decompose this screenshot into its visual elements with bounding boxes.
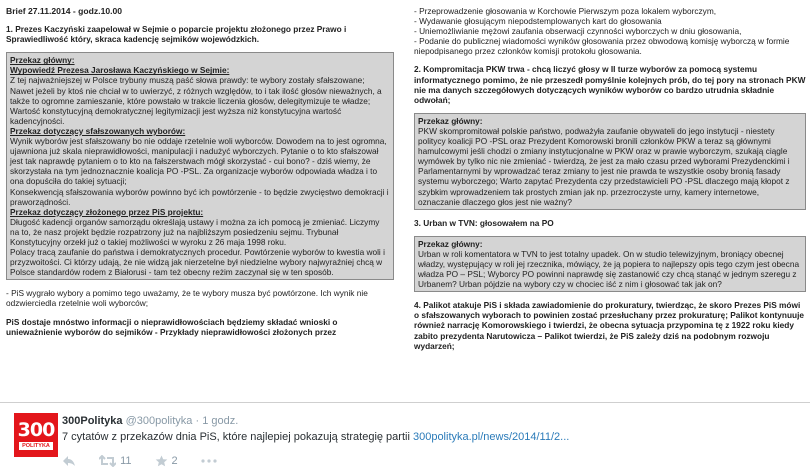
- main-message-box-3: [414, 236, 806, 292]
- more-dots-icon: [201, 459, 217, 463]
- retweet-count: 11: [120, 455, 132, 468]
- box-paragraph: Konsekwencją sfałszowania wyborów powinno być ich powtórzenie - to będzie zwycięstwo demokracji i praworządności.: [10, 186, 389, 207]
- retweet-button[interactable]: [99, 455, 131, 467]
- box-paragraph: Wynik wyborów jest sfałszowany bo nie oddaje rzetelnie woli wyborców. Dowodem na to jest ogromna, ujawniona już skala nieprawidłowości, manipulacji i nadużyć wyborczych. Pytanie o to kto sfałszował jest tak naprawdę pytaniem o to kto na fałszerstwach mógł skorzystać - cui bono? - dziś wiemy, że skorzystała na tym jednoznacznie koalicja PO -PSL. Za organizacje wyborów odpowiada władza i to ona dopuściła do takiej sytuacji;: [10, 136, 387, 187]
- retweet-icon: [99, 455, 116, 467]
- box-subtitle: Przekaz dotyczący złożonego przez PiS projektu:: [10, 206, 204, 217]
- avatar[interactable]: [14, 413, 58, 457]
- heading-bottom: PiS dostaje mnóstwo informacji o nieprawidłowościach będziemy składać wnioski o unieważnienie wyborów do sejmików - Przykłady nieprawidłowości złożonych przez: [6, 316, 338, 337]
- separator-dot: ·: [195, 415, 200, 427]
- brief-date-line: Brief 27.11.2014 - godz.10.00: [6, 6, 123, 16]
- star-icon: [155, 455, 168, 467]
- document-right-column: [414, 6, 806, 359]
- tweet[interactable]: [0, 403, 810, 472]
- author-handle[interactable]: @300polityka: [125, 415, 193, 427]
- favorite-button[interactable]: [155, 455, 178, 467]
- box-paragraph: Nawet jeżeli by ktoś nie chciał w to uwierzyć, z różnych względów, to i tak ilość głosów nieważnych, a także to ogromne zamieszanie, które powstało w trakcie liczenia głosów, delegitymizuje te władze;: [10, 85, 382, 106]
- main-message-box-1: [6, 52, 394, 280]
- tweet-actions: [62, 455, 237, 467]
- box-title: Przekaz główny:: [418, 238, 483, 249]
- author-name[interactable]: 300Polityka: [62, 415, 123, 427]
- avatar-number: 300: [17, 419, 55, 441]
- box-paragraph: Z tej najważniejszej w Polsce trybuny muszą paść słowa prawdy: te wybory zostały sfałszowane;: [10, 75, 365, 86]
- avatar-subtitle: POLITYKA: [19, 442, 53, 450]
- box-paragraph: Długość kadencji organów samorządu określają ustawy i można za ich pomocą je zmieniać. Liczymy na to, że nasz projekt będzie rozpatrzony już na najbliższym posiedzeniu sejmu. Trybunał Konstytucyjny orzekł już o takiej możliwości w wyroku z 26 maja 1998 roku.: [10, 216, 380, 247]
- document-left-column: [6, 6, 394, 345]
- favorite-count: 2: [171, 455, 178, 468]
- box-title: Przekaz główny:: [418, 115, 483, 126]
- box-paragraph: Wartość konstytucyjną demokratycznej legitymizacji jest wyższa niż konstytucyjna wartość kadencyjności.: [10, 105, 342, 126]
- tweet-link[interactable]: 300polityka.pl/news/2014/11/2...: [412, 431, 570, 443]
- heading-3: 3. Urban w TVN: głosowałem na PO: [414, 217, 554, 228]
- box-subtitle: Przekaz dotyczący sfałszowanych wyborów:: [10, 125, 186, 136]
- box-subtitle: Wypowiedź Prezesa Jarosława Kaczyńskiego w Sejmie:: [10, 65, 230, 76]
- box-title: Przekaz główny:: [10, 55, 75, 66]
- paragraph-after-box: - PiS wygrało wybory a pomimo tego uważamy, że te wybory musza być powtórzone. Ich wynik nie odzwierciedla rzetelnie woli wyborców;: [6, 288, 368, 309]
- main-message-box-2: [414, 113, 806, 210]
- more-button[interactable]: [201, 455, 217, 467]
- box-paragraph: PKW skompromitował polskie państwo, podważyła zaufanie obywateli do jego instytucji - niestety politycy koalicji PO -PSL oraz Prezydent Komorowski bronili członków PKW a teraz są głównymi hamulcowymi jeśli chodzi o zmiany instytucjonalne w PKW oraz w prawie wyborczym, szukają ciągle wymówek by tylko nic nie zmieniać - twierdzą, że jest za mało czasu przed wyborami Prezydenckimi i Parlamentarnymi by wprowadzać teraz zmiany to jest nie prawda te wszystkie osoby bronią fasady systemu wyborczego; Warto zapytać Prezydenta czy przedstawicieli PO -PSL dlaczego mają kłopot z szybkim wprowadzeniem tak prostych zmian jak np. przezroczyste urny, kamery internetowe, oznaczanie dlaczego głos jest nie ważny?: [418, 125, 790, 207]
- tweet-body: 7 cytatów z przekazów dnia PiS, które najlepiej pokazują strategię partii: [62, 431, 413, 443]
- heading-2: 2. Kompromitacja PKW trwa - chcą liczyć głosy w II turze wyborów za pomocą systemu informatycznego pomimo, że nie przeszedł pomyślnie kolejnych prób, do tej pory na stronach PKW nie ma danych szczegółowych dotyczących wyników wyborów co bardzo utrudnia składnie odwołań;: [414, 64, 806, 105]
- heading-1: 1. Prezes Kaczyński zaapelował w Sejmie o poparcie projektu złożonego przez Prawo i Sprawiedliwość który, skraca kadencję sejmików wojewódzkich.: [6, 24, 347, 45]
- bullet-list: - Przeprowadzenie głosowania w Korchowie Pierwszym poza lokalem wyborczym, - Wydawanie głosującym niepodstemplowanych kart do głosowania - Uniemożliwianie mężowi zaufania obserwacji czynności wyborczych w dniu głosowania, - Podanie do publicznej wiadomości wyników głosowania przez obwodową komisję wyborczą w formie niepodpisanego przez członków komisji protokołu głosowania.: [414, 6, 790, 57]
- box-paragraph: Urban w roli komentatora w TVN to jest totalny upadek. On w studio telewizyjnym, broniący obecnej władzy, występujący w roli jej rzecznika, mówiący, że ją popiera to najlepszy opis tego czym jest obecna władza PO – PSL; Wyborcy PO powinni naprawdę się zastanowić czy chcą stanąć w jednym szeregu z Urbanem? Urban pójdzie na wybory czy w chociec iść z nim i głosować tak jak on?: [418, 248, 800, 290]
- tweet-text: [62, 431, 569, 443]
- box-paragraph: Polacy tracą zaufanie do państwa i demokratycznych procedur. Powtórzenie wyborów to kwestia woli i przyzwoitości. Ci którzy udają, że nie widzą jak nierzetelne był niedzielne wybory najwyraźniej chcą w Polsce standardów rodem z Białorusi - tam też obecny reżim zaczynał się w ten sposób.: [10, 247, 385, 278]
- tweet-header: [62, 415, 238, 427]
- reply-button[interactable]: [62, 455, 76, 467]
- heading-4: 4. Palikot atakuje PiS i składa zawiadomienie do prokuratury, twierdząc, że skoro Prezes PiS mówi o sfałszowanych wyborach to powinien zostać przesłuchany przez prokuraturę; Palikot kontynuuje również narrację Komorowskiego i twierdzi, że obecna sytuacja przypomina tę z 1922 roku kiedy zabito prezydenta Narutowicza – Palikot twierdzi, że PiS zależy dziś na podobnym rozwoju wydarzeń;: [414, 300, 805, 351]
- reply-icon: [62, 455, 76, 467]
- tweet-timestamp[interactable]: 1 godz.: [202, 415, 239, 427]
